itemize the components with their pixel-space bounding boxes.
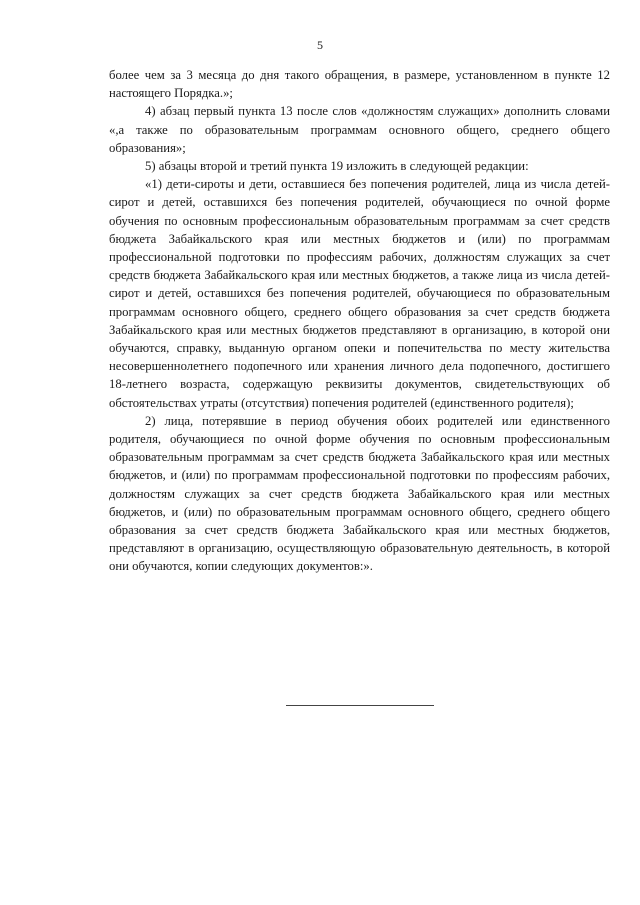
paragraph-continuation: более чем за 3 месяца до дня такого обращения, в размере, установленном в пункте 12 настоящего Порядка.»; xyxy=(109,68,610,101)
paragraph-subitem-2: 2) лица, потерявшие в период обучения обоих родителей или единственного родителя, обучающиеся по очной форме обучения по основным профессиональным образовательным программам за счет средств бюджета Забайкальского края или местных бюджетов, и (или) по программам профессиональной подготовки по профессиям рабочих, должностям служащих за счет средств бюджета Забайкальского края или местных бюджетов, и (или) по образовательным программам основного общего, среднего общего образования за счет средств бюджета Забайкальского края или местных бюджетов, представляют в организацию, осуществляющую образовательную деятельность, в которой они обучаются, копии следующих документов:». xyxy=(109,413,610,574)
document-body xyxy=(109,66,610,576)
page-number: 5 xyxy=(317,38,323,52)
paragraph-item-4: 4) абзац первый пункта 13 после слов «должностям служащих» дополнить словами «,а также по образовательным программам основного общего, среднего общего образования»; xyxy=(109,104,610,155)
closing-rule xyxy=(286,705,434,706)
paragraph-subitem-1: «1) дети-сироты и дети, оставшиеся без попечения родителей, лица из числа детей-сирот и детей, оставшихся без попечения родителей, обучающиеся по очной форме обучения по основным профессиональным образовательным программам за счет средств бюджета Забайкальского края или местных бюджетов и (или) по программам профессиональной подготовки по профессиям рабочих, должностям служащих за счет средств бюджета Забайкальского края или местных бюджетов, а также лица из числа детей-сирот и детей, оставшихся без попечения родителей, обучающиеся по образовательным программам основного общего, среднего общего образования за счет средств бюджета Забайкальского края или местных бюджетов представляют в организацию, в которой они обучаются, справку, выданную органом опеки и попечительства по месту жительства несовершеннолетнего подопечного или хранения личного дела подопечного, достигшего 18-летнего возраста, содержащую реквизиты документов, свидетельствующих об обстоятельствах утраты (отсутствия) попечения родителей (единственного родителя); xyxy=(109,177,610,410)
paragraph-item-5: 5) абзацы второй и третий пункта 19 изложить в следующей редакции: xyxy=(145,159,529,174)
